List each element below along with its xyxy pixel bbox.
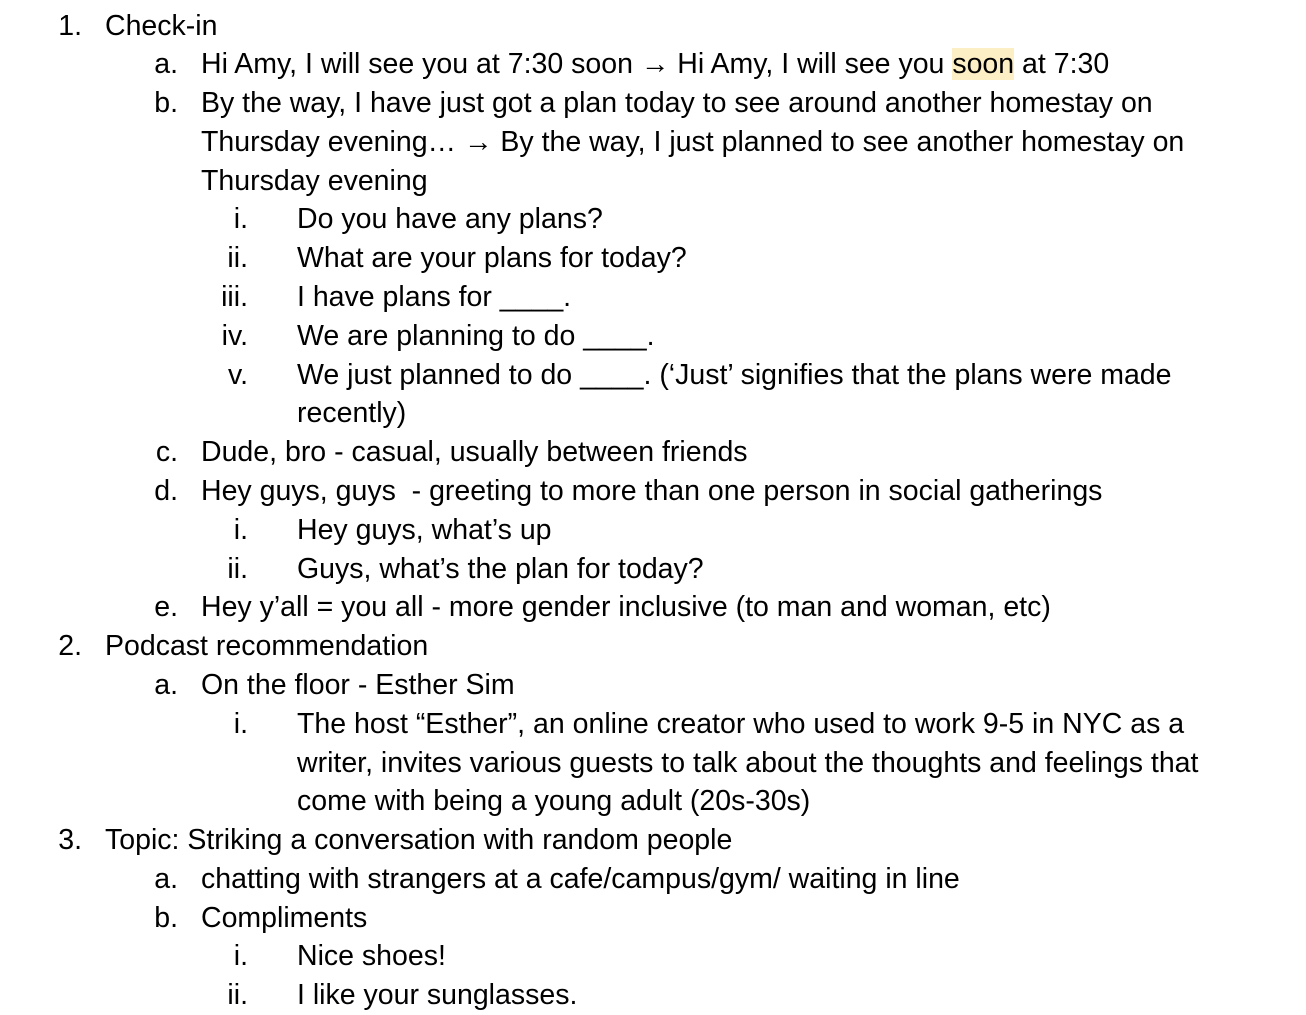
list-item-text: I like your sunglasses. — [297, 979, 578, 1011]
list-item-text: Hey guys, what’s up — [297, 514, 552, 546]
list-marker: v. — [227, 359, 248, 391]
list-item-text: Hey guys, guys - greeting to more than one person in social gatherings — [201, 475, 1103, 507]
list-item-text: chatting with strangers at a cafe/campus/gym/ waiting in line — [201, 863, 960, 895]
list-marker: 2. — [58, 630, 82, 662]
list-item-text: Hey y’all = you all - more gender inclusive (to man and woman, etc) — [201, 591, 1051, 623]
list-item-text: I have plans for ____. — [297, 281, 572, 313]
list-item-text: Guys, what’s the plan for today? — [297, 553, 704, 585]
list-item-text: On the floor - Esther Sim — [201, 669, 515, 701]
list-marker: iv. — [221, 320, 248, 352]
list-marker: e. — [154, 591, 178, 623]
list-item-text: come with being a young adult (20s-30s) — [297, 785, 811, 817]
list-marker: ii. — [227, 979, 248, 1011]
list-marker: 1. — [58, 10, 82, 42]
list-item-text — [201, 45, 1109, 84]
list-item-text: Thursday evening — [201, 165, 428, 197]
list-item-text: writer, invites various guests to talk about the thoughts and feelings that — [297, 747, 1199, 779]
list-marker: i. — [233, 940, 248, 972]
list-marker: 3. — [58, 824, 82, 856]
list-item-text: Dude, bro - casual, usually between friends — [201, 436, 748, 468]
list-marker: i. — [233, 514, 248, 546]
list-marker: i. — [233, 203, 248, 235]
highlighted-word: soon — [952, 48, 1015, 80]
text-segment: at 7:30 — [1014, 48, 1110, 80]
list-item-text: Check-in — [105, 10, 218, 42]
list-item-text: The host “Esther”, an online creator who used to work 9-5 in NYC as a — [297, 708, 1185, 740]
list-marker: i. — [233, 708, 248, 740]
list-marker: a. — [154, 863, 178, 895]
list-item-text: Do you have any plans? — [297, 203, 603, 235]
list-marker: d. — [154, 475, 178, 507]
list-marker: ii. — [227, 242, 248, 274]
list-item-text: We just planned to do ____. (‘Just’ signifies that the plans were made — [297, 359, 1172, 391]
list-marker: ii. — [227, 553, 248, 585]
list-item-text: What are your plans for today? — [297, 242, 687, 274]
list-marker: iii. — [221, 281, 248, 313]
list-item-text: Nice shoes! — [297, 940, 446, 972]
list-item-text: Compliments — [201, 902, 368, 934]
list-marker: b. — [154, 87, 178, 119]
list-item-text: recently) — [297, 397, 407, 429]
list-item-text: Thursday evening… → By the way, I just planned to see another homestay on — [201, 126, 1185, 158]
text-segment: Hi Amy, I will see you at 7:30 soon → Hi Amy, I will see you — [201, 48, 953, 80]
list-item-text: Podcast recommendation — [105, 630, 429, 662]
list-marker: a. — [154, 669, 178, 701]
list-item-text: Topic: Striking a conversation with random people — [105, 824, 733, 856]
list-marker: b. — [154, 902, 178, 934]
list-item-text: We are planning to do ____. — [297, 320, 655, 352]
list-marker: c. — [155, 436, 178, 468]
list-marker: a. — [154, 48, 178, 80]
list-item-text: By the way, I have just got a plan today to see around another homestay on — [201, 87, 1153, 119]
